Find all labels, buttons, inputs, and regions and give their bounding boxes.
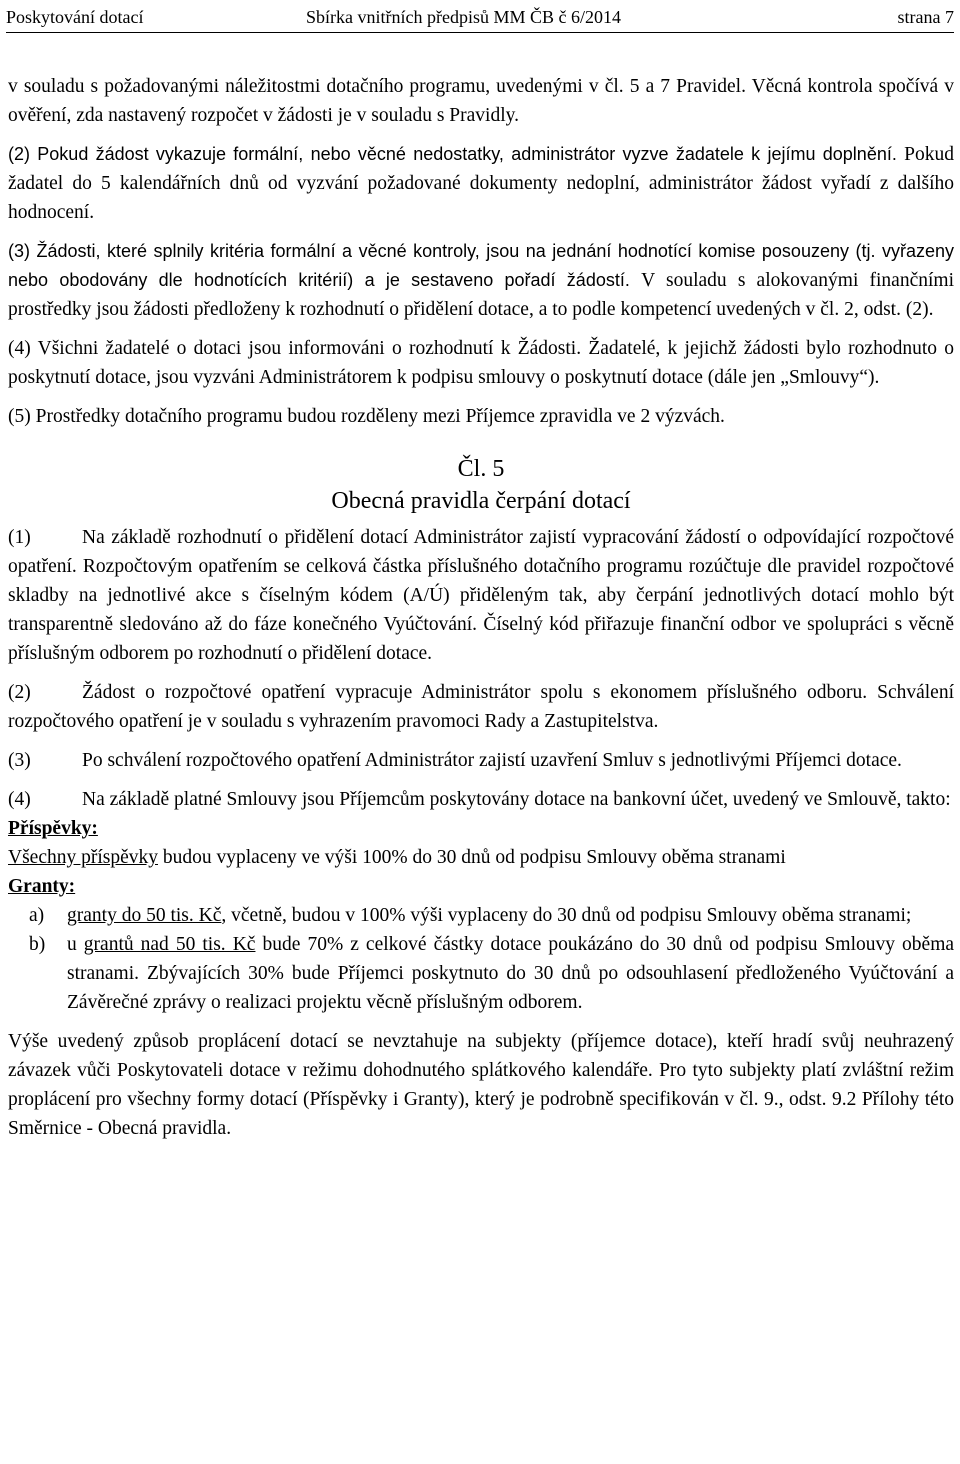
intro-paragraph-2-serif: Pokud žadatel do 5 kalendářních dnů od vyzvání požadované dokumenty nedoplní, administrátor žádost vyřadí z dalšího hodnocení. bbox=[8, 144, 954, 223]
granty-item-b-pre: u bbox=[67, 934, 84, 955]
paragraph-text: Po schválení rozpočtového opatření Administrátor zajistí uzavření Smluv s jednotlivými Příjemci dotace. bbox=[82, 750, 902, 771]
list-marker: b) bbox=[29, 934, 46, 955]
article-paragraph-4 bbox=[8, 785, 954, 814]
prispevky-text bbox=[8, 843, 954, 872]
paragraph-number: (1) bbox=[8, 527, 31, 548]
granty-item-b-body: bude 70% z celkové částky dotace poukázáno do 30 dnů od podpisu Smlouvy oběma stranami. Zbývajících 30% bude Příjemci poskytnuto do 30 dnů po odsouhlasení předloženého Vyúčtování a Závěrečné zprávy o realizaci projektu věcně příslušným odborem. bbox=[67, 934, 955, 1013]
intro-paragraph-4: (4) Všichni žadatelé o dotaci jsou informováni o rozhodnutí k Žádosti. Žadatelé, k jejichž žádosti bylo rozhodnuto o poskytnutí dotace, jsou vyzváni Administrátorem k podpisu smlouvy o poskytnutí dotace (dále jen „Smlouvy“). bbox=[8, 338, 954, 388]
header-collection-title: Sbírka vnitřních předpisů MM ČB č 6/2014 bbox=[306, 7, 621, 27]
granty-item-b bbox=[8, 930, 954, 1017]
article-title: Obecná pravidla čerpání dotací bbox=[331, 488, 631, 514]
paragraph-number: (2) bbox=[8, 682, 31, 703]
prispevky-heading: Příspěvky: bbox=[8, 818, 98, 839]
article-paragraph-1 bbox=[8, 523, 954, 668]
article-number: Čl. 5 bbox=[457, 456, 505, 482]
intro-paragraph-1: v souladu s požadovanými náležitostmi dotačního programu, uvedenými v čl. 5 a 7 Pravidel. Věcná kontrola spočívá v ověření, zda nastavený rozpočet v žádosti je v souladu s Pravidly. bbox=[8, 76, 954, 126]
prispevky-body: budou vyplaceny ve výši 100% do 30 dnů od podpisu Smlouvy oběma stranami bbox=[158, 847, 786, 868]
header-section-title: Poskytování dotací bbox=[6, 7, 144, 27]
article-paragraph-2 bbox=[8, 678, 954, 736]
list-item-text bbox=[67, 930, 954, 1017]
granty-item-b-lead: grantů nad 50 tis. Kč bbox=[83, 934, 256, 955]
prispevky-lead: Všechny příspěvky bbox=[8, 847, 159, 868]
granty-item-a-body: , včetně, budou v 100% výši vyplaceny do 30 dnů od podpisu Smlouvy oběma stranami; bbox=[221, 905, 912, 926]
paragraph-text: Na základě platné Smlouvy jsou Příjemcům poskytovány dotace na bankovní účet, uvedený ve Smlouvě, takto: bbox=[82, 789, 951, 810]
intro-paragraph-2 bbox=[8, 140, 954, 227]
header-page-number: strana 7 bbox=[897, 7, 954, 27]
granty-heading: Granty: bbox=[8, 876, 76, 897]
article-paragraph-3 bbox=[8, 746, 954, 775]
paragraph-text: Žádost o rozpočtové opatření vypracuje Administrátor spolu s ekonomem příslušného odboru. Schválení rozpočtového opatření je v souladu s vyhrazením pravomoci Rady a Zastupitelstva. bbox=[8, 682, 954, 732]
list-item-text bbox=[67, 901, 954, 930]
page-header bbox=[6, 2, 954, 33]
intro-paragraph-3-sans: (3) Žádosti, které splnily kritéria formální a věcné kontroly, jsou na jednání hodnotící komise posouzeny (tj. vyřazeny nebo obodovány dle hodnotících kritérií) a je sestaveno pořadí žádostí. bbox=[8, 241, 954, 290]
paragraph-number: (3) bbox=[8, 750, 31, 771]
granty-item-a-lead: granty do 50 tis. Kč bbox=[67, 905, 222, 926]
granty-item-a bbox=[8, 901, 954, 930]
paragraph-text: Na základě rozhodnutí o přidělení dotací Administrátor zajistí vypracování žádostí o odpovídající rozpočtové opatření. Rozpočtovým opatřením se celková částka příslušného dotačního programu rozúčtuje dle pravidel rozpočtové skladby na jednotlivé akce s číselným kódem (A/Ú) přiděleným tak, aby čerpání jednotlivých dotací mohlo být transparentně sledováno až do fáze konečného Vyúčtování. Číselný kód přiřazuje finanční odbor ve spolupráci s věcně příslušným odborem po rozhodnutí o přidělení dotace. bbox=[8, 527, 954, 664]
page-content bbox=[8, 72, 954, 1153]
paragraph-number: (4) bbox=[8, 789, 31, 810]
intro-paragraph-5: (5) Prostředky dotačního programu budou rozděleny mezi Příjemce zpravidla ve 2 výzvách. bbox=[8, 406, 725, 427]
list-marker: a) bbox=[29, 905, 45, 926]
intro-paragraph-3 bbox=[8, 237, 954, 324]
closing-paragraph: Výše uvedený způsob proplácení dotací se nevztahuje na subjekty (příjemce dotace), kteří hradí svůj neuhrazený závazek vůči Poskytovateli dotace v režimu dohodnutého splátkového kalendáře. Pro tyto subjekty platí zvláštní režim proplácení pro všechny formy dotací (Příspěvky i Granty), který je podrobně specifikován v čl. 9., odst. 9.2 Přílohy této Směrnice - Obecná pravidla. bbox=[8, 1031, 954, 1139]
intro-paragraph-2-sans: (2) Pokud žádost vykazuje formální, nebo věcné nedostatky, administrátor vyzve žadatele k jejímu doplnění. bbox=[8, 144, 905, 164]
intro-paragraph-3-serif: V souladu s alokovanými finančními prostředky jsou žádosti předloženy k rozhodnutí o přidělení dotace, a to podle kompetencí uvedených v čl. 2, odst. (2). bbox=[8, 270, 954, 320]
